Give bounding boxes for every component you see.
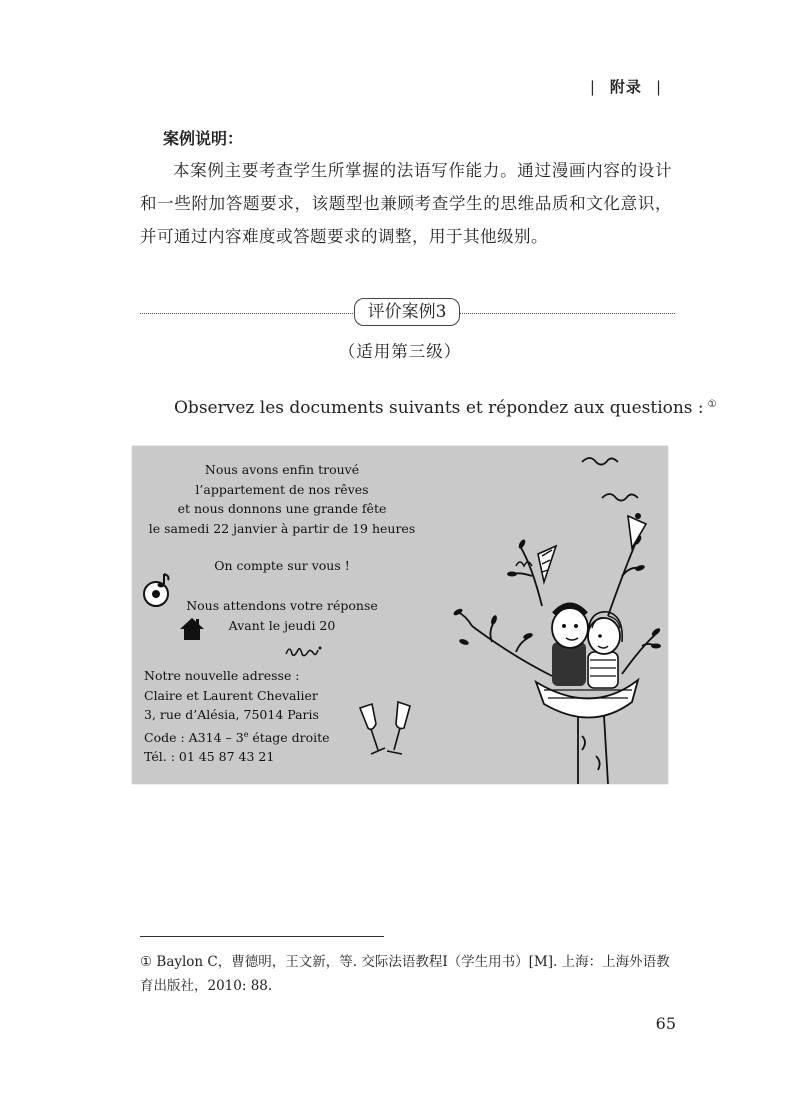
instruction [174,398,717,418]
header-section: 附录 [609,78,642,96]
invitation-line: Nous attendons votre réponse [186,598,378,613]
house-icon [178,616,206,642]
invitation-line: le samedi 22 janvier à partir de 19 heures [148,520,416,536]
invitation-line: Nous avons enfin trouvé [204,462,360,477]
case3-title: 评价案例3 [354,298,460,326]
address-street: 3, rue d’Alésia, 75014 Paris [144,707,319,722]
invitation-line: et nous donnons une grande fête [177,501,387,516]
instruction-text: Observez les documents suivants et répondez aux questions : [174,398,704,418]
invitation-line: l’appartement de nos rêves [195,481,369,497]
invitation-intro [132,460,432,538]
case-explanation-body: 本案例主要考查学生所掌握的法语写作能力。通过漫画内容的设计和一些附加答题要求，该题型也兼顾考查学生的思维品质和文化意识，并可通过内容难度或答题要求的调整，用于其他级别。 [140,161,672,246]
page-number: 65 [655,1014,676,1033]
cd-music-icon [138,570,178,610]
header-divider: | [589,78,596,96]
invitation-count-on: On compte sur vous ! [214,558,350,573]
footnote: ① Baylon C，曹德明，王文新，等. 交际法语教程Ⅰ（学生用书）[M]. 上海：上海外语教育出版社，2010: 88. [140,954,670,994]
invitation-address [144,666,330,767]
address-heading: Notre nouvelle adresse : [144,668,300,683]
dotted-divider-right [460,313,675,314]
kiss-scribble-icon [282,642,322,662]
champagne-glasses-icon [354,696,424,762]
dotted-divider-left [140,313,355,314]
invitation-line: Avant le jeudi 20 [228,617,336,633]
address-code: Code : A314 – 3e étage droite [144,729,330,745]
address-tel: Tél. : 01 45 87 43 21 [144,749,275,765]
header-divider: | [655,78,662,96]
case-explanation-title: 案例说明： [163,129,244,148]
footnote-rule [140,936,384,937]
couple-in-nest-illustration [432,446,668,784]
address-names: Claire et Laurent Chevalier [144,687,318,703]
case3-level: （适用第三级） [338,342,462,361]
running-header [576,76,676,97]
footnote-marker: ① [707,399,717,410]
invitation-card [132,446,668,784]
